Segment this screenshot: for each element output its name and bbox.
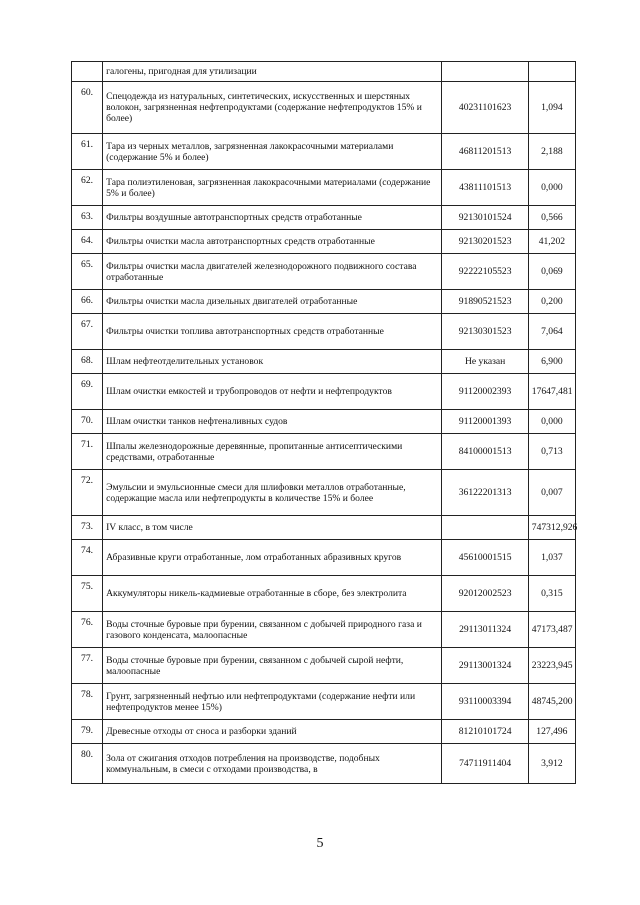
waste-quantity: 0,069 — [528, 254, 575, 290]
waste-name: Древесные отходы от сноса и разборки зданий — [103, 720, 442, 744]
row-number: 80. — [72, 744, 103, 784]
fkko-code: 40231101623 — [442, 82, 528, 134]
waste-quantity: 127,496 — [528, 720, 575, 744]
table-row — [72, 350, 576, 374]
table-row — [72, 254, 576, 290]
waste-name: Аккумуляторы никель-кадмиевые отработанные в сборе, без электролита — [103, 576, 442, 612]
fkko-code: 91890521523 — [442, 290, 528, 314]
row-number: 77. — [72, 648, 103, 684]
fkko-code: 43811101513 — [442, 170, 528, 206]
waste-quantity: 0,000 — [528, 410, 575, 434]
waste-quantity: 0,200 — [528, 290, 575, 314]
table-row — [72, 612, 576, 648]
waste-table-body — [72, 62, 576, 784]
table-row — [72, 744, 576, 784]
waste-name: Воды сточные буровые при бурении, связанном с добычей сырой нефти, малоопасные — [103, 648, 442, 684]
table-row — [72, 576, 576, 612]
waste-name: IV класс, в том числе — [103, 516, 442, 540]
fkko-code: 91120002393 — [442, 374, 528, 410]
waste-name: Шлам очистки емкостей и трубопроводов от нефти и нефтепродуктов — [103, 374, 442, 410]
table-row — [72, 374, 576, 410]
waste-quantity: 0,713 — [528, 434, 575, 470]
row-number: 61. — [72, 134, 103, 170]
table-row — [72, 206, 576, 230]
waste-quantity: 747312,926 — [528, 516, 575, 540]
fkko-code: 46811201513 — [442, 134, 528, 170]
fkko-code: 84100001513 — [442, 434, 528, 470]
waste-quantity: 1,094 — [528, 82, 575, 134]
waste-name: Тара полиэтиленовая, загрязненная лакокрасочными материалами (содержание 5% и более) — [103, 170, 442, 206]
waste-quantity: 0,007 — [528, 470, 575, 516]
waste-quantity: 17647,481 — [528, 374, 575, 410]
waste-quantity: 6,900 — [528, 350, 575, 374]
waste-quantity: 0,000 — [528, 170, 575, 206]
fkko-code: 29113001324 — [442, 648, 528, 684]
waste-name: Воды сточные буровые при бурении, связанном с добычей природного газа и газового конденсата, малоопасные — [103, 612, 442, 648]
row-number: 67. — [72, 314, 103, 350]
waste-name: Эмульсии и эмульсионные смеси для шлифовки металлов отработанные, содержащие масла или нефтепродукты в количестве 15% и более — [103, 470, 442, 516]
waste-quantity: 0,315 — [528, 576, 575, 612]
fkko-code: 81210101724 — [442, 720, 528, 744]
table-row — [72, 720, 576, 744]
waste-name: Спецодежда из натуральных, синтетических, искусственных и шерстяных волокон, загрязненная нефтепродуктами (содержание нефтепродуктов 15% и более) — [103, 82, 442, 134]
waste-name: Фильтры очистки топлива автотранспортных средств отработанные — [103, 314, 442, 350]
row-number: 60. — [72, 82, 103, 134]
table-row — [72, 434, 576, 470]
fkko-code — [442, 516, 528, 540]
waste-name: Тара из черных металлов, загрязненная лакокрасочными материалами (содержание 5% и более) — [103, 134, 442, 170]
row-number: 70. — [72, 410, 103, 434]
waste-quantity: 1,037 — [528, 540, 575, 576]
row-number: 75. — [72, 576, 103, 612]
fkko-code: 92130201523 — [442, 230, 528, 254]
row-number: 63. — [72, 206, 103, 230]
table-row — [72, 648, 576, 684]
row-number: 73. — [72, 516, 103, 540]
waste-name: галогены, пригодная для утилизации — [103, 62, 442, 82]
waste-name: Шлам нефтеотделительных установок — [103, 350, 442, 374]
row-number: 65. — [72, 254, 103, 290]
table-row — [72, 470, 576, 516]
waste-name: Фильтры очистки масла автотранспортных средств отработанные — [103, 230, 442, 254]
table-row — [72, 290, 576, 314]
fkko-code: 74711911404 — [442, 744, 528, 784]
row-number: 79. — [72, 720, 103, 744]
waste-quantity: 41,202 — [528, 230, 575, 254]
row-number — [72, 62, 103, 82]
fkko-code: 92222105523 — [442, 254, 528, 290]
waste-quantity: 0,566 — [528, 206, 575, 230]
waste-name: Грунт, загрязненный нефтью или нефтепродуктами (содержание нефти или нефтепродуктов менее 15%) — [103, 684, 442, 720]
waste-quantity — [528, 62, 575, 82]
table-row — [72, 82, 576, 134]
waste-quantity: 23223,945 — [528, 648, 575, 684]
fkko-code: 91120001393 — [442, 410, 528, 434]
fkko-code: 92130301523 — [442, 314, 528, 350]
table-row — [72, 314, 576, 350]
row-number: 62. — [72, 170, 103, 206]
waste-quantity: 47173,487 — [528, 612, 575, 648]
waste-name: Шлам очистки танков нефтеналивных судов — [103, 410, 442, 434]
fkko-code: Не указан — [442, 350, 528, 374]
fkko-code — [442, 62, 528, 82]
waste-name: Фильтры очистки масла двигателей железнодорожного подвижного состава отработанные — [103, 254, 442, 290]
row-number: 71. — [72, 434, 103, 470]
table-row — [72, 516, 576, 540]
waste-name: Фильтры очистки масла дизельных двигателей отработанные — [103, 290, 442, 314]
table-row — [72, 410, 576, 434]
row-number: 76. — [72, 612, 103, 648]
fkko-code: 93110003394 — [442, 684, 528, 720]
waste-name: Абразивные круги отработанные, лом отработанных абразивных кругов — [103, 540, 442, 576]
waste-quantity: 2,188 — [528, 134, 575, 170]
waste-table — [71, 61, 576, 784]
fkko-code: 92012002523 — [442, 576, 528, 612]
table-row — [72, 134, 576, 170]
row-number: 72. — [72, 470, 103, 516]
waste-name: Шпалы железнодорожные деревянные, пропитанные антисептическими средствами, отработанные — [103, 434, 442, 470]
row-number: 64. — [72, 230, 103, 254]
fkko-code: 29113011324 — [442, 612, 528, 648]
row-number: 66. — [72, 290, 103, 314]
row-number: 78. — [72, 684, 103, 720]
waste-name: Фильтры воздушные автотранспортных средств отработанные — [103, 206, 442, 230]
fkko-code: 92130101524 — [442, 206, 528, 230]
fkko-code: 45610001515 — [442, 540, 528, 576]
waste-name: Зола от сжигания отходов потребления на производстве, подобных коммунальным, в смеси с отходами производства, в — [103, 744, 442, 784]
table-row — [72, 62, 576, 82]
page-number: 5 — [316, 836, 324, 851]
waste-quantity: 7,064 — [528, 314, 575, 350]
table-row — [72, 230, 576, 254]
row-number: 68. — [72, 350, 103, 374]
waste-quantity: 3,912 — [528, 744, 575, 784]
row-number: 74. — [72, 540, 103, 576]
table-row — [72, 684, 576, 720]
row-number: 69. — [72, 374, 103, 410]
fkko-code: 36122201313 — [442, 470, 528, 516]
waste-quantity: 48745,200 — [528, 684, 575, 720]
table-row — [72, 540, 576, 576]
table-row — [72, 170, 576, 206]
